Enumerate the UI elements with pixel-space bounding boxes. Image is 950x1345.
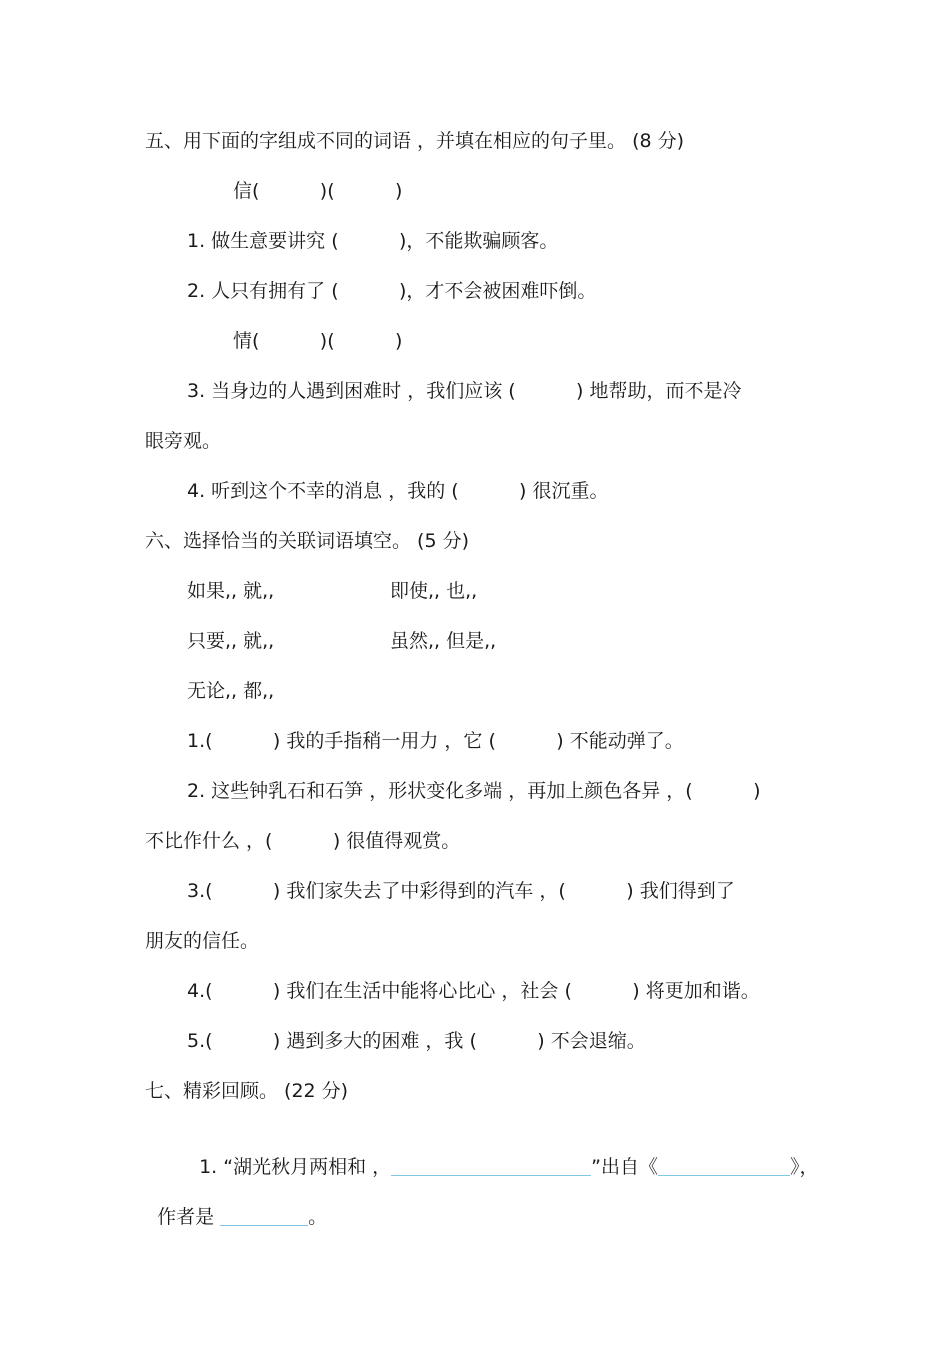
s6-question-4: 4.( ) 我们在生活中能将心比心 ，社会 ( ) 将更加和谐。 — [187, 980, 760, 1002]
s6-question-2-cont: 不比作什么 ，( ) 很值得观赏。 — [145, 830, 461, 852]
s6-question-2: 2. 这些钟乳石和石笋 ，形状变化多端 ，再加上颜色各异 ，( ) — [187, 780, 761, 802]
s7-question-1-author — [145, 1178, 327, 1230]
poem-answer-blank[interactable] — [391, 1155, 591, 1176]
s5-question-3-cont: 眼旁观。 — [145, 430, 222, 452]
poem-line-text: 1. “湖光秋月两相和 ， — [199, 1156, 392, 1178]
char-xin-line: 信( )( ) — [233, 180, 403, 202]
source-title-blank[interactable] — [658, 1155, 790, 1176]
section-6-heading: 六、选择恰当的关联词语填空。 (5 分) — [145, 530, 469, 552]
conj-option-1: 如果,, 就,, — [187, 580, 275, 602]
s6-question-5: 5.( ) 遇到多大的困难 ，我 ( ) 不会退缩。 — [187, 1030, 646, 1052]
s5-question-2: 2. 人只有拥有了 ( )，才不会被困难吓倒。 — [187, 280, 597, 302]
author-blank[interactable] — [220, 1205, 308, 1226]
source-suffix: 》， — [790, 1156, 819, 1178]
s6-question-1: 1.( ) 我的手指稍一用力 ，它 ( ) 不能动弹了。 — [187, 730, 684, 752]
s5-question-3: 3. 当身边的人遇到困难时 ，我们应该 ( ) 地帮助，而不是冷 — [187, 380, 742, 402]
s5-question-1: 1. 做生意要讲究 ( )，不能欺骗顾客。 — [187, 230, 559, 252]
s7-question-1 — [187, 1128, 819, 1180]
conj-option-3: 只要,, 就,, — [187, 630, 275, 652]
conj-option-2: 即使,, 也,, — [390, 580, 478, 602]
char-qing-line: 情( )( ) — [233, 330, 403, 352]
section-5-heading: 五、用下面的字组成不同的词语 ，并填在相应的句子里。 (8 分) — [145, 130, 685, 152]
author-label: 作者是 — [157, 1206, 215, 1228]
s6-question-3: 3.( ) 我们家失去了中彩得到的汽车 ，( ) 我们得到了 — [187, 880, 735, 902]
source-prefix: ”出自《 — [591, 1156, 658, 1178]
conj-option-5: 无论,, 都,, — [187, 680, 275, 702]
s5-question-4: 4. 听到这个不幸的消息 ，我的 ( ) 很沉重。 — [187, 480, 609, 502]
section-7-heading: 七、精彩回顾。 (22 分) — [145, 1080, 349, 1102]
conj-option-4: 虽然,, 但是,, — [390, 630, 497, 652]
author-period: 。 — [308, 1206, 328, 1228]
s6-question-3-cont: 朋友的信任。 — [145, 930, 260, 952]
